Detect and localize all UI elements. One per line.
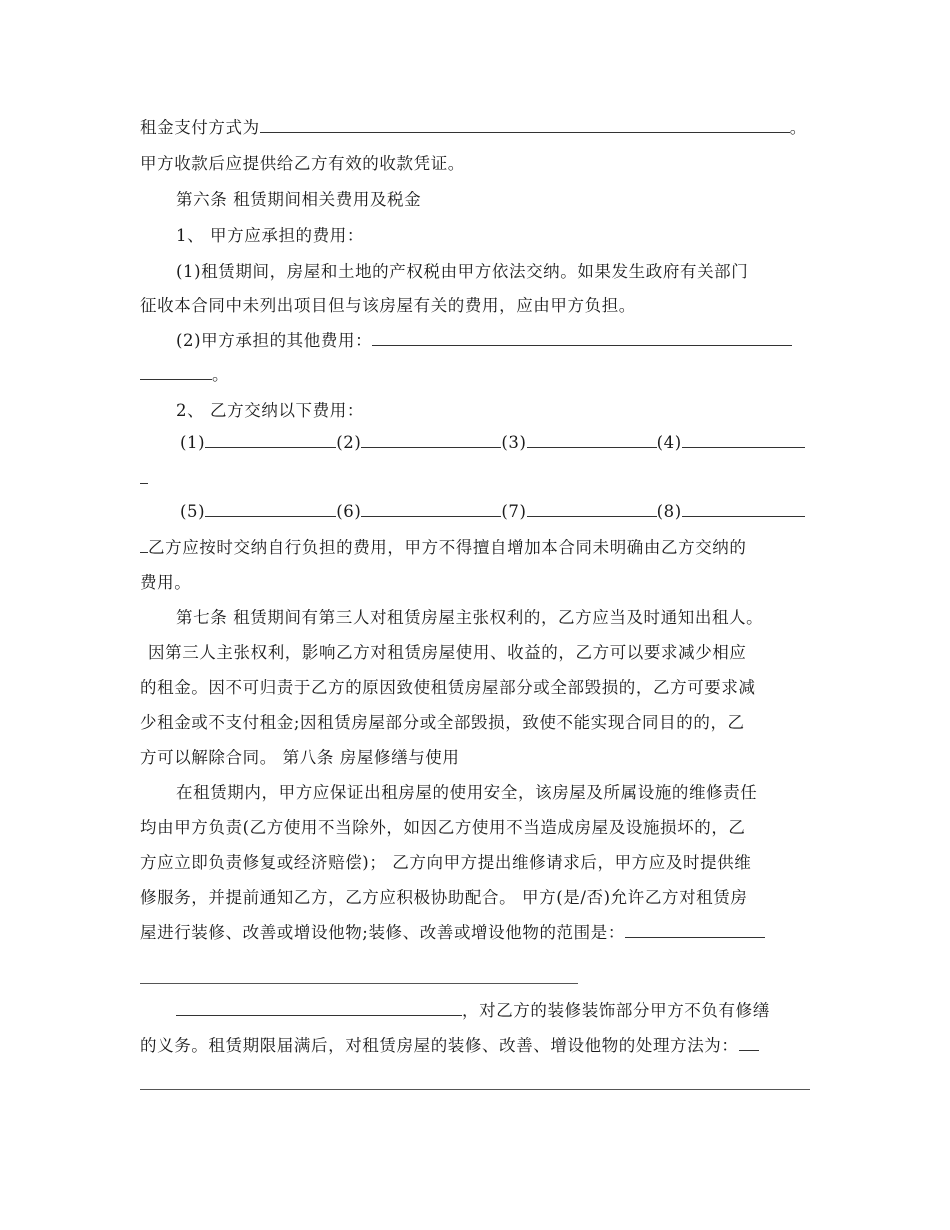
party-a-other-fees-label: (2)甲方承担的其他费用： <box>176 331 373 350</box>
party-a-other-fees-blank[interactable] <box>372 331 792 346</box>
party-a-fees-item-1-cont: 征收本合同中未列出项目但与该房屋有关的费用，应由甲方负担。 <box>140 296 636 315</box>
article-7-line-4: 少租金或不支付租金;因租赁房屋部分或全部毁损，致使不能实现合同目的的，乙 <box>140 713 745 732</box>
fee-item-number: (1) <box>180 433 206 452</box>
party-a-other-fees-line <box>176 330 792 352</box>
fee-item-number: (5) <box>180 502 206 521</box>
fee-item-number: (3) <box>501 433 527 452</box>
article-8-line-7 <box>140 1035 759 1057</box>
article-7-line-3: 的租金。因不可归责于乙方的原因致使租赁房屋部分或全部毁损的，乙方可要求减 <box>140 678 756 697</box>
fee-item-number: (8) <box>656 502 682 521</box>
expiry-handling-blank-2[interactable] <box>140 1089 810 1090</box>
fee-item-blank[interactable] <box>140 469 148 484</box>
party-b-fees-row-2 <box>180 501 805 523</box>
article-8-line-6 <box>176 1000 770 1022</box>
fee-item-blank[interactable] <box>205 502 336 517</box>
fee-item-blank[interactable] <box>682 433 805 448</box>
fee-item-blank[interactable] <box>527 502 657 517</box>
expiry-handling-label: 的义务。租赁期限届满后，对租赁房屋的装修、改善、增设他物的处理方法为： <box>140 1036 739 1055</box>
party-a-fees-heading: 1、 甲方应承担的费用： <box>176 226 364 245</box>
fee-item-blank[interactable] <box>205 433 336 448</box>
payment-method-line <box>140 117 807 139</box>
expiry-handling-blank[interactable] <box>739 1036 759 1051</box>
article-8-line-2: 均由甲方负责(乙方使用不当除外，如因乙方使用不当造成房屋及设施损坏的，乙 <box>140 818 746 837</box>
fee-item-blank[interactable] <box>140 538 148 553</box>
receipt-line: 甲方收款后应提供给乙方有效的收款凭证。 <box>140 154 465 173</box>
article-8-line-3: 方应立即负责修复或经济赔偿)； 乙方向甲方提出维修请求后，甲方应及时提供维 <box>140 853 752 872</box>
party-b-fees-row-1-cont <box>140 468 148 490</box>
renovation-scope-blank[interactable] <box>625 923 765 938</box>
fee-item-blank[interactable] <box>361 502 501 517</box>
party-b-fees-row-1 <box>180 432 805 454</box>
fee-item-number: (4) <box>656 433 682 452</box>
period-mark: 。 <box>212 365 230 384</box>
payment-method-label: 租金支付方式为 <box>140 118 260 137</box>
party-b-fees-note-cont: 费用。 <box>140 573 192 592</box>
party-a-other-fees-cont <box>140 364 229 386</box>
fee-item-number: (2) <box>336 433 362 452</box>
fee-item-blank[interactable] <box>527 433 657 448</box>
article-6-heading: 第六条 租赁期间相关费用及税金 <box>176 190 422 209</box>
renovation-scope-label: 屋进行装修、改善或增设他物;装修、改善或增设他物的范围是： <box>140 923 625 942</box>
fee-item-number: (7) <box>501 502 527 521</box>
party-a-other-fees-blank-2[interactable] <box>140 365 212 380</box>
article-8-line-4: 修服务，并提前通知乙方，乙方应积极协助配合。 甲方(是/否)允许乙方对租赁房 <box>140 888 748 907</box>
period-mark: 。 <box>789 118 807 137</box>
party-a-fees-item-1: (1)租赁期间，房屋和土地的产权税由甲方依法交纳。如果发生政府有关部门 <box>176 262 749 281</box>
renovation-scope-blank-2[interactable] <box>140 983 578 984</box>
fee-item-blank[interactable] <box>361 433 501 448</box>
article-7-line-1: 第七条 租赁期间有第三人对租赁房屋主张权利的，乙方应当及时通知出租人。 <box>176 608 764 627</box>
article-7-line-5: 方可以解除合同。 第八条 房屋修缮与使用 <box>140 748 460 767</box>
article-7-line-2: 因第三人主张权利，影响乙方对租赁房屋使用、收益的，乙方可以要求减少相应 <box>148 643 747 662</box>
party-b-fees-note <box>140 537 747 559</box>
fee-item-blank[interactable] <box>682 502 805 517</box>
article-8-line-5 <box>140 922 765 944</box>
payment-method-blank[interactable] <box>260 118 790 133</box>
party-b-fees-note-text: 乙方应按时交纳自行负担的费用，甲方不得擅自增加本合同未明确由乙方交纳的 <box>148 538 747 557</box>
party-b-fees-heading: 2、 乙方交纳以下费用： <box>176 401 364 420</box>
repair-obligation-text: ，对乙方的装修装饰部分甲方不负有修缮 <box>462 1001 770 1020</box>
article-8-line-1: 在租赁期内，甲方应保证出租房屋的使用安全，该房屋及所属设施的维修责任 <box>176 783 758 802</box>
fee-item-number: (6) <box>336 502 362 521</box>
renovation-scope-blank-3[interactable] <box>176 1001 462 1016</box>
